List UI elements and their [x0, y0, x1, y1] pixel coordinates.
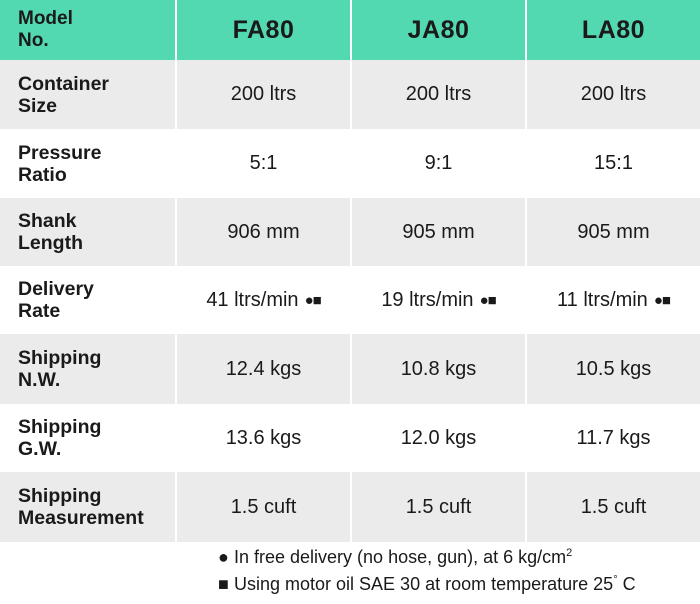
row-label-shipping-nw	[0, 334, 175, 404]
note-marks-icon: ●■	[479, 291, 496, 309]
row-label-line2: Rate	[18, 300, 61, 322]
table-cell: 906 mm	[175, 198, 350, 266]
row-label-line2: Ratio	[18, 163, 67, 186]
row-label-line2: Length	[18, 232, 83, 254]
table-cell: 1.5 cuft	[525, 472, 700, 542]
table-cell: 905 mm	[350, 198, 525, 266]
footnote-motor-oil	[218, 571, 636, 598]
row-label-pressure-ratio	[0, 129, 175, 198]
row-label-line1: Shank	[18, 210, 77, 232]
table-cell: 10.5 kgs	[525, 334, 700, 404]
table-cell: 1.5 cuft	[175, 472, 350, 542]
table-cell	[175, 266, 350, 334]
bullet-square-icon: ■	[218, 574, 229, 594]
table-cell	[350, 266, 525, 334]
note-marks-icon: ●■	[653, 291, 670, 309]
table-cell: 200 ltrs	[525, 60, 700, 129]
table-cell: 200 ltrs	[350, 60, 525, 129]
row-label-line2: Size	[18, 94, 58, 117]
table-cell: 905 mm	[525, 198, 700, 266]
row-label-line1: Shipping	[18, 485, 102, 507]
footnote-superscript: 2	[566, 547, 573, 559]
row-label-line2: Measurement	[18, 507, 144, 529]
header-label-line2: No.	[18, 30, 49, 51]
table-cell: 12.4 kgs	[175, 334, 350, 404]
row-label-shank-length	[0, 198, 175, 266]
row-label-shipping-measurement	[0, 472, 175, 542]
footnote-free-delivery	[218, 544, 636, 571]
bullet-circle-icon: ●	[218, 547, 229, 567]
table-cell: 10.8 kgs	[350, 334, 525, 404]
row-label-shipping-gw	[0, 404, 175, 472]
row-label-line1: Container	[18, 72, 110, 95]
table-cell: 9:1	[350, 129, 525, 198]
row-label-line2: N.W.	[18, 369, 61, 391]
row-label-line1: Pressure	[18, 141, 102, 164]
table-cell: 200 ltrs	[175, 60, 350, 129]
footnote-text: In free delivery (no hose, gun), at 6 kg/cm	[234, 547, 567, 567]
table-cell: 13.6 kgs	[175, 404, 350, 472]
table-cell	[525, 266, 700, 334]
table-cell: 11.7 kgs	[525, 404, 700, 472]
footnote-suffix: C	[617, 574, 636, 594]
footnotes	[218, 544, 636, 598]
model-header-fa80: FA80	[175, 0, 350, 60]
note-marks-icon: ●■	[304, 291, 321, 309]
header-label-line1: Model	[18, 8, 73, 29]
table-cell: 5:1	[175, 129, 350, 198]
footnote-text: Using motor oil SAE 30 at room temperature 25	[234, 574, 614, 594]
row-label-container-size	[0, 60, 175, 129]
cell-value: 19 ltrs/min	[381, 288, 474, 311]
degree-symbol: °	[613, 574, 618, 586]
model-header-ja80: JA80	[350, 0, 525, 60]
table-cell: 12.0 kgs	[350, 404, 525, 472]
model-header-la80: LA80	[525, 0, 700, 60]
header-label	[0, 0, 175, 60]
row-label-line2: G.W.	[18, 438, 62, 460]
table-cell: 1.5 cuft	[350, 472, 525, 542]
row-label-line1: Delivery	[18, 278, 94, 300]
row-label-line1: Shipping	[18, 347, 102, 369]
table-cell: 15:1	[525, 129, 700, 198]
cell-value: 11 ltrs/min	[557, 288, 648, 311]
row-label-delivery-rate	[0, 266, 175, 334]
cell-value: 41 ltrs/min	[206, 288, 299, 311]
row-label-line1: Shipping	[18, 416, 102, 438]
